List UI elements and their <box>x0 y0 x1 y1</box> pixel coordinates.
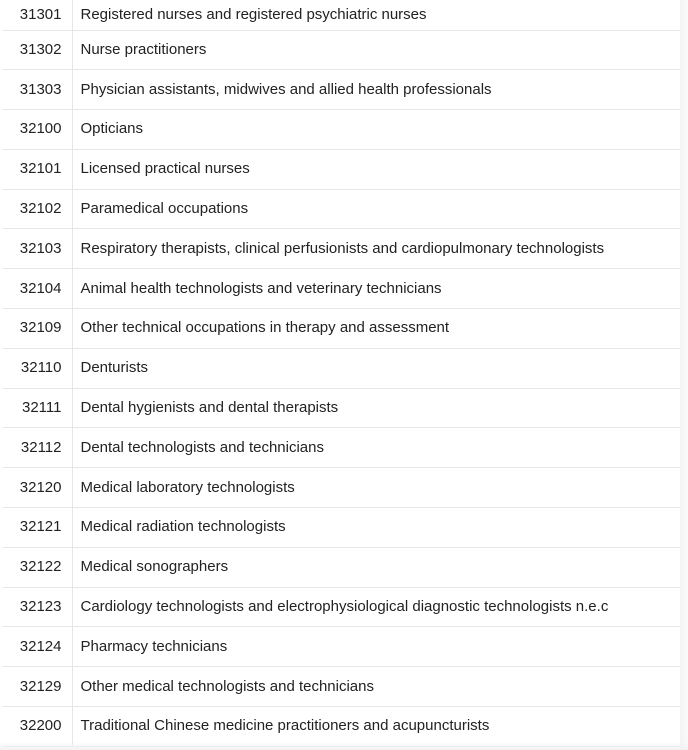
table-row <box>3 348 680 388</box>
page-bottom-fade <box>0 742 688 750</box>
table-row <box>3 189 680 229</box>
occupation-code: 32200 <box>3 707 72 747</box>
occupation-code: 32111 <box>3 388 72 428</box>
occupation-title: Medical laboratory technologists <box>72 468 680 508</box>
occupation-code: 31303 <box>3 70 72 110</box>
table-row <box>3 388 680 428</box>
table-row <box>3 269 680 309</box>
occupation-code: 32100 <box>3 110 72 150</box>
table-row <box>3 110 680 150</box>
occupation-code: 32129 <box>3 667 72 707</box>
occupation-title: Dental technologists and technicians <box>72 428 680 468</box>
occupation-code: 32103 <box>3 229 72 269</box>
occupation-code: 32122 <box>3 547 72 587</box>
table-row <box>3 149 680 189</box>
occupation-title: Paramedical occupations <box>72 189 680 229</box>
occupation-code: 32121 <box>3 508 72 548</box>
table-row <box>3 547 680 587</box>
occupation-title: Dental hygienists and dental therapists <box>72 388 680 428</box>
occupation-code: 31301 <box>3 0 72 30</box>
occupation-title: Registered nurses and registered psychiatric nurses <box>72 0 680 30</box>
occupation-title: Medical radiation technologists <box>72 508 680 548</box>
occupation-title: Medical sonographers <box>72 547 680 587</box>
occupation-title: Physician assistants, midwives and allied health professionals <box>72 70 680 110</box>
occupation-code: 32112 <box>3 428 72 468</box>
occupation-title: Pharmacy technicians <box>72 627 680 667</box>
occupation-code: 32124 <box>3 627 72 667</box>
occupation-title: Opticians <box>72 110 680 150</box>
occupation-table-container <box>3 0 680 747</box>
occupation-code: 32101 <box>3 149 72 189</box>
occupation-code: 31302 <box>3 30 72 70</box>
table-row <box>3 508 680 548</box>
table-row <box>3 707 680 747</box>
occupation-title: Other medical technologists and technicians <box>72 667 680 707</box>
occupation-title: Respiratory therapists, clinical perfusionists and cardiopulmonary technologists <box>72 229 680 269</box>
table-row <box>3 468 680 508</box>
occupation-title: Traditional Chinese medicine practitioners and acupuncturists <box>72 707 680 747</box>
table-row <box>3 667 680 707</box>
occupation-title: Other technical occupations in therapy and assessment <box>72 309 680 349</box>
occupation-title: Cardiology technologists and electrophysiological diagnostic technologists n.e.c <box>72 587 680 627</box>
table-row <box>3 627 680 667</box>
table-row <box>3 70 680 110</box>
occupation-code: 32109 <box>3 309 72 349</box>
table-row <box>3 0 680 30</box>
table-row <box>3 428 680 468</box>
page-right-edge <box>680 0 688 750</box>
occupation-title: Licensed practical nurses <box>72 149 680 189</box>
occupation-code: 32102 <box>3 189 72 229</box>
occupation-title: Animal health technologists and veterinary technicians <box>72 269 680 309</box>
occupation-title: Denturists <box>72 348 680 388</box>
occupation-code: 32110 <box>3 348 72 388</box>
table-row <box>3 587 680 627</box>
table-row <box>3 309 680 349</box>
occupation-table <box>3 0 680 747</box>
occupation-code: 32123 <box>3 587 72 627</box>
occupation-table-body <box>3 0 680 746</box>
occupation-code: 32104 <box>3 269 72 309</box>
occupation-title: Nurse practitioners <box>72 30 680 70</box>
table-row <box>3 229 680 269</box>
table-row <box>3 30 680 70</box>
occupation-code: 32120 <box>3 468 72 508</box>
